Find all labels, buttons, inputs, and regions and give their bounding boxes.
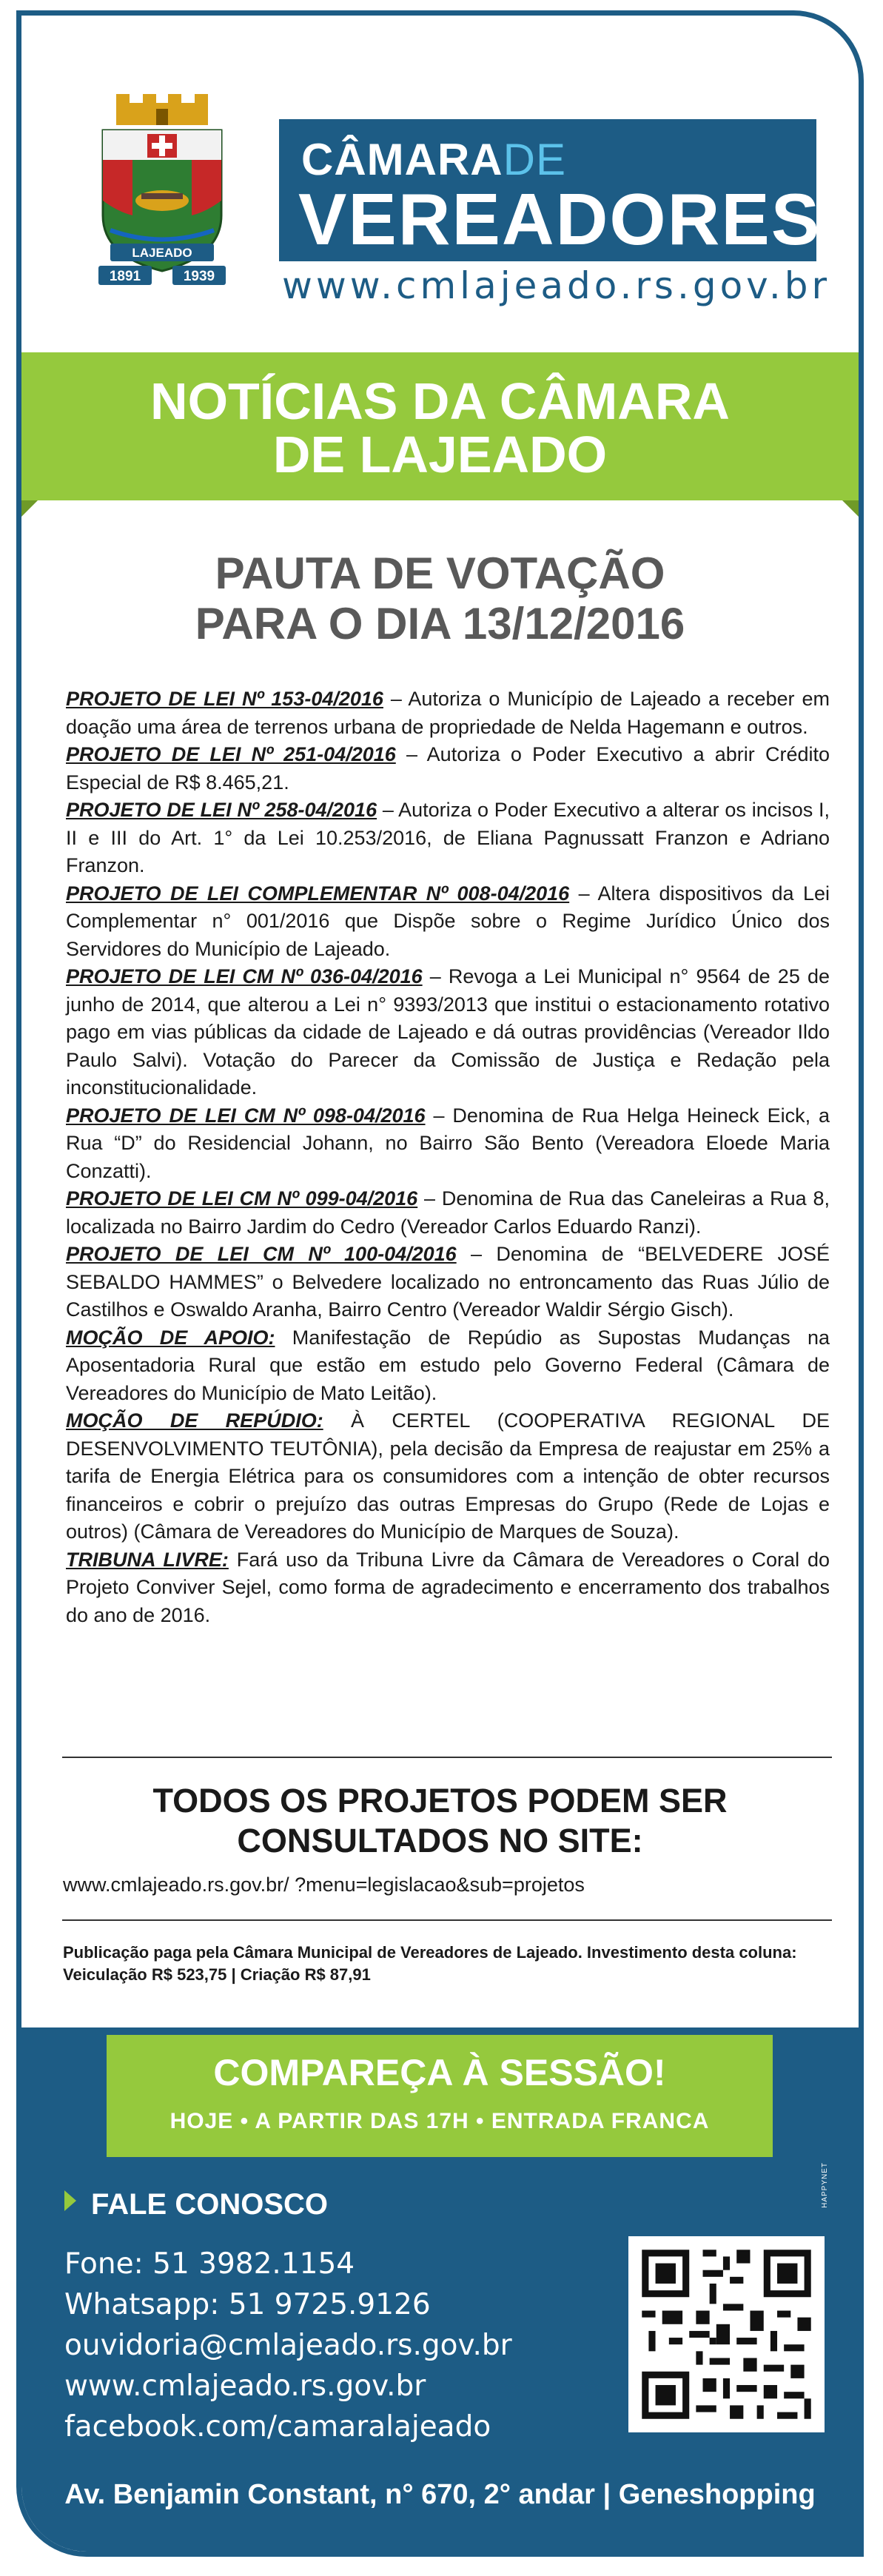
- pauta-item-label: PROJETO DE LEI CM Nº 036-04/2016: [66, 965, 423, 987]
- contact-facebook-link[interactable]: facebook.com/camaralajeado: [64, 2410, 491, 2443]
- pauta-item: [66, 880, 830, 964]
- pauta-item-text: – Autoriza o Município de Lajeado a receber em doação uma área de terrenos urbana de propriedade de Nelda Hagemann e outros.: [66, 688, 830, 738]
- session-callout-title: COMPAREÇA À SESSÃO!: [213, 2052, 666, 2093]
- crest-year-right: 1939: [183, 269, 215, 284]
- pauta-item-label: PROJETO DE LEI CM Nº 098-04/2016: [66, 1104, 426, 1127]
- header-site-url[interactable]: www.cmlajeado.rs.gov.br: [282, 264, 831, 307]
- page-frame: [16, 10, 864, 2557]
- pauta-item-text: – Autoriza o Poder Executivo a abrir Crédito Especial de R$ 8.465,21.: [66, 743, 830, 794]
- brand-vereadores-text: VEREADORES: [298, 178, 822, 260]
- brand-camara-text: CÂMARA: [301, 135, 503, 184]
- news-banner: [21, 352, 859, 500]
- contact-list: [64, 2244, 512, 2447]
- qr-code-icon: [628, 2236, 825, 2432]
- session-callout: [107, 2035, 773, 2157]
- triangle-bullet-icon: [64, 2190, 76, 2211]
- pauta-item: [66, 741, 830, 796]
- banner-line-2: DE LAJEADO: [272, 426, 608, 483]
- pauta-item-text: – Altera dispositivos da Lei Complementar n° 001/2016 que Dispõe sobre o Regime Jurídico Único dos Servidores do Município de Lajeado.: [66, 882, 830, 960]
- pauta-item-text: – Denomina de Rua Helga Heineck Eick, a Rua “D” do Residencial Johann, no Bairro São Bento (Vereadora Eloede Maria Conzatti).: [66, 1104, 830, 1182]
- pauta-item-text: – Denomina de “BELVEDERE JOSÉ SEBALDO HAMMES” o Belvedere localizado no entroncamento das Ruas Júlio de Castilhos e Oswaldo Aranha, Bairro Centro (Vereador Waldir Sérgio Gisch).: [66, 1243, 830, 1321]
- address-line: Av. Benjamin Constant, n° 670, 2° andar | Geneshopping: [64, 2479, 816, 2510]
- pauta-item-label: PROJETO DE LEI CM Nº 100-04/2016: [66, 1243, 457, 1265]
- brand-line-1: [301, 134, 566, 185]
- crest-banner-text: LAJEADO: [132, 246, 192, 260]
- divider-top: [62, 1757, 832, 1758]
- pauta-title-line-2: PARA O DIA 13/12/2016: [195, 599, 685, 648]
- pauta-item-label: PROJETO DE LEI COMPLEMENTAR Nº 008-04/2016: [66, 882, 570, 905]
- contact-phone: Fone: 51 3982.1154: [64, 2247, 355, 2281]
- banner-line-1: NOTÍCIAS DA CÂMARA: [150, 372, 730, 430]
- pauta-item-label: PROJETO DE LEI Nº 258-04/2016: [66, 799, 377, 821]
- contact-email-link[interactable]: ouvidoria@cmlajeado.rs.gov.br: [64, 2329, 512, 2362]
- publication-note: Publicação paga pela Câmara Municipal de Vereadores de Lajeado. Investimento desta coluna: Veiculação R$ 523,75 | Criação R$ 87,91: [63, 1943, 797, 1984]
- contact-heading-text: FALE CONOSCO: [91, 2188, 329, 2221]
- pauta-item-label: MOÇÃO DE REPÚDIO:: [66, 1409, 323, 1432]
- pauta-item-text: À CERTEL (COOPERATIVA REGIONAL DE DESENVOLVIMENTO TEUTÔNIA), pela decisão da Empresa de reajustar em 25% a tarifa de Energia Elétrica para os consumidores com a intenção de obter recursos financeiros e cobrir o prejuízo das outras Empresas do Grupo (Rede de Lojas e outros) (Câmara de Vereadores do Município de Marques de Souza).: [66, 1409, 830, 1543]
- pauta-item: [66, 685, 830, 741]
- pauta-item-label: TRIBUNA LIVRE:: [66, 1548, 229, 1571]
- brand-logo-box: [279, 119, 822, 261]
- consult-heading-line-2: CONSULTADOS NO SITE:: [237, 1822, 643, 1859]
- pauta-item-text: – Autoriza o Poder Executivo a alterar os incisos I, II e III do Art. 1° da Lei 10.253/2016, de Eliana Pagnussatt Franzon e Adriano Franzon.: [66, 799, 830, 876]
- pauta-item-text: – Denomina de Rua das Caneleiras a Rua 8, localizada no Bairro Jardim do Cedro (Vereador Carlos Eduardo Ranzi).: [66, 1187, 830, 1238]
- agency-credit: HAPPYNET: [821, 2162, 829, 2208]
- crest-year-left: 1891: [109, 269, 141, 284]
- session-callout-subtitle: HOJE • A PARTIR DAS 17H • ENTRADA FRANCA: [169, 2109, 710, 2133]
- pauta-item-label: PROJETO DE LEI CM Nº 099-04/2016: [66, 1187, 418, 1210]
- qr-code[interactable]: [628, 2236, 825, 2432]
- pauta-item-list: [66, 685, 830, 1629]
- banner-fold-right: [842, 500, 859, 517]
- pauta-item-text: – Revoga a Lei Municipal n° 9564 de 25 de junho de 2014, que alterou a Lei n° 9393/2013 que institui o estacionamento rotativo pago em vias públicas da cidade de Lajeado e dá outras providências (Vereador Ildo Paulo Salvi). Votação do Parecer da Comissão de Justiça e Redação pela inconstitucionalidade.: [66, 965, 830, 1099]
- divider-bottom: [62, 1919, 832, 1921]
- brand-de-text: DE: [503, 135, 566, 184]
- contact-heading: [64, 2188, 328, 2221]
- pauta-title-line-1: PAUTA DE VOTAÇÃO: [215, 549, 665, 598]
- pauta-item: [66, 1185, 830, 1241]
- pauta-item: [66, 1241, 830, 1324]
- pauta-item: [66, 1546, 830, 1630]
- banner-fold-left: [21, 500, 38, 517]
- pauta-item-label: PROJETO DE LEI Nº 251-04/2016: [66, 743, 396, 765]
- consult-heading-line-1: TODOS OS PROJETOS PODEM SER: [152, 1782, 728, 1819]
- pauta-item: [66, 963, 830, 1102]
- projects-url-link[interactable]: www.cmlajeado.rs.gov.br/ ?menu=legislacao&sub=projetos: [63, 1874, 585, 1896]
- lajeado-crest-logo: [88, 90, 236, 293]
- pauta-item-label: PROJETO DE LEI Nº 153-04/2016: [66, 688, 383, 710]
- pauta-title: [21, 549, 859, 649]
- banner-title: [21, 372, 859, 483]
- pauta-item: [66, 1407, 830, 1546]
- pauta-item: [66, 1102, 830, 1186]
- contact-whatsapp: Whatsapp: 51 9725.9126: [64, 2288, 431, 2321]
- pauta-item-label: MOÇÃO DE APOIO:: [66, 1326, 275, 1349]
- pauta-item: [66, 1324, 830, 1408]
- contact-website-link[interactable]: www.cmlajeado.rs.gov.br: [64, 2369, 426, 2403]
- pauta-item-text: Fará uso da Tribuna Livre da Câmara de Vereadores o Coral do Projeto Conviver Sejel, como forma de agradecimento e encerramento dos trabalhos do ano de 2016.: [66, 1548, 830, 1626]
- pauta-item-text: Manifestação de Repúdio as Supostas Mudanças na Aposentadoria Rural que estão em estudo pelo Governo Federal (Câmara de Vereadores do Município de Mato Leitão).: [66, 1326, 830, 1404]
- consult-heading: [21, 1781, 859, 1861]
- pauta-item: [66, 796, 830, 880]
